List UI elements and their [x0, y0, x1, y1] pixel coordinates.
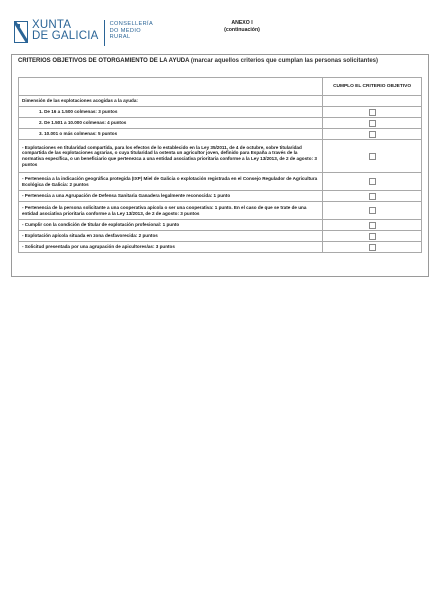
table-row [19, 242, 422, 253]
logo-wordmark [32, 20, 99, 42]
table-row [19, 191, 422, 202]
criterion-checkbox[interactable] [369, 120, 376, 127]
document-header [0, 0, 439, 52]
table-row [19, 231, 422, 242]
annex-title: ANEXO I [231, 20, 253, 26]
logo-divider [104, 20, 105, 46]
table-row [19, 173, 422, 191]
logo-dept-line-3: RURAL [109, 34, 131, 41]
column-header: CUMPLO EL CRITERIO OBJETIVO [323, 78, 422, 96]
criterion-text: - Pertenencia a la indicación geográfica protegida (IXP) Miel de Galicia o explotación registrada en el Consejo Regulador de Agricultura Ecológica de Galicia: 2 puntos [19, 173, 323, 191]
criterion-checkbox[interactable] [369, 222, 376, 229]
criterion-text: Dimensión de las explotaciones acogidas a la ayuda: [19, 96, 323, 107]
criterion-text: 3. 10.001 o más colmenas: 5 puntos [19, 129, 323, 140]
table-row [19, 202, 422, 220]
criterion-checkbox[interactable] [369, 178, 376, 185]
criterion-checkbox[interactable] [369, 193, 376, 200]
criterion-text: - Explotaciones en titularidad compartida, para los efectos de lo establecido en la Ley 35/2011, de 4 de octubre, sobre titularidad compartida de las explotaciones agrarias, o cuya titularidad la ostenta un agricultor joven, definido para España a través de la normativa específica, o un beneficiario que pertenezca a una entidad asociativa prioritaria conforme a la Ley 13/2013, de 2 de agosto: 3 puntos [19, 140, 323, 173]
criterion-check-cell [323, 140, 422, 173]
table-row [19, 107, 422, 118]
section-heading [18, 58, 418, 65]
criterion-text: - Explotación apícola situada en zona desfavorecida: 2 puntos [19, 231, 323, 242]
annex-subtitle: (continuación) [224, 27, 260, 33]
table-row [19, 220, 422, 231]
criterion-text: - Cumplir con la condición de titular de explotación profesional: 1 punto [19, 220, 323, 231]
criterion-check-cell [323, 107, 422, 118]
criterion-text: - Pertenencia a una Agrupación de Defensa Sanitaria Ganadera legalmente reconocida: 1 punto [19, 191, 323, 202]
xunta-logo [14, 20, 153, 46]
table-row [19, 96, 422, 107]
criterion-text: 1. De 16 a 1.500 colmenas: 3 puntos [19, 107, 323, 118]
logo-line-2: DE GALICIA [32, 30, 99, 42]
criterion-text: 2. De 1.501 a 10.000 colmenas: 4 puntos [19, 118, 323, 129]
criterion-check-cell [323, 129, 422, 140]
table-row [19, 140, 422, 173]
criterion-check-cell [323, 118, 422, 129]
logo-dept-line-1: CONSELLERÍA [109, 21, 154, 27]
criterion-check-cell [323, 202, 422, 220]
logo-line-1: XUNTA [32, 19, 72, 31]
table-row [19, 118, 422, 129]
criteria-table [18, 77, 422, 253]
criteria-section [11, 54, 429, 277]
criterion-check-cell [323, 173, 422, 191]
criterion-checkbox[interactable] [369, 244, 376, 251]
section-title: CRITERIOS OBJETIVOS DE OTORGAMIENTO DE LA AYUDA [18, 58, 190, 64]
criterion-text: - Pertenencia de la persona solicitante a una cooperativa apícola o ser una cooperativa: 1 punto. En el caso de que se trate de una entidad asociativa prioritaria conforme a la Ley 13/2013, de 2 de agosto: 3 puntos [19, 202, 323, 220]
xunta-emblem-icon [14, 21, 28, 43]
criterion-checkbox[interactable] [369, 153, 376, 160]
criterion-check-cell [323, 231, 422, 242]
logo-dept-line-2: DO MEDIO [109, 27, 142, 34]
criterion-check-cell [323, 220, 422, 231]
table-row [19, 129, 422, 140]
criterion-checkbox[interactable] [369, 207, 376, 214]
criterion-checkbox[interactable] [369, 131, 376, 138]
annex-label [212, 20, 272, 34]
criterion-check-cell [323, 242, 422, 253]
logo-department [110, 20, 154, 41]
table-header-row [19, 78, 422, 96]
criterion-check-cell [323, 191, 422, 202]
criterion-check-cell-empty [323, 96, 422, 107]
criterion-text: - Solicitud presentada por una agrupación de apicultores/as: 3 puntos [19, 242, 323, 253]
criterion-checkbox[interactable] [369, 233, 376, 240]
criterion-checkbox[interactable] [369, 109, 376, 116]
section-subtitle: (marcar aquellos criterios que cumplan las personas solicitantes) [190, 58, 378, 64]
header-blank-cell [19, 78, 323, 96]
